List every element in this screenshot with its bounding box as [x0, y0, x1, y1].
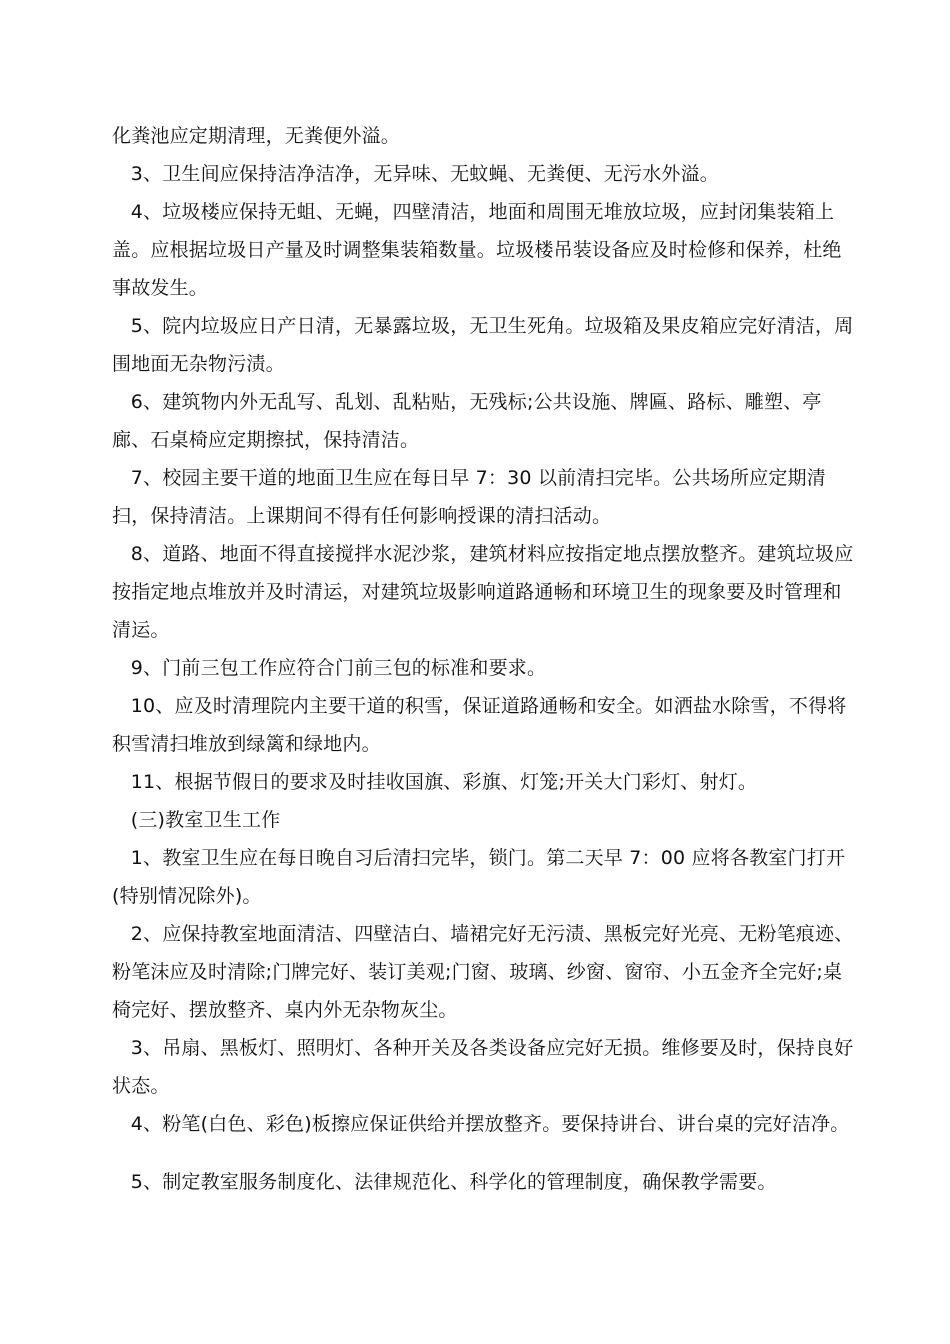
paragraph-item-10-snow: 10、应及时清理院内主要干道的积雪，保证道路通畅和安全。如洒盐水除雪，不得将积雪清扫堆放到绿篱和绿地内。	[112, 695, 847, 755]
paragraph-classroom-item-2: 2、应保持教室地面清洁、四壁洁白、墙裙完好无污渍、黑板完好光亮、无粉笔痕迹、粉笔沫应及时清除;门牌完好、装订美观;门窗、玻璃、纱窗、窗帘、小五金齐全完好;桌椅完好、摆放整齐、桌内外无杂物灰尘。	[112, 923, 854, 1021]
paragraph-item-11-holidays: 11、根据节假日的要求及时挂收国旗、彩旗、灯笼;开关大门彩灯、射灯。	[112, 771, 758, 793]
paragraph-septic-tank: 化粪池应定期清理，无粪便外溢。	[112, 125, 401, 147]
paragraph-item-3-restroom: 3、卫生间应保持洁净洁净，无异味、无蚊蝇、无粪便、无污水外溢。	[112, 163, 720, 185]
document-body	[112, 117, 857, 1201]
section-heading-classroom-hygiene: (三)教室卫生工作	[112, 809, 281, 831]
paragraph-classroom-item-3: 3、吊扇、黑板灯、照明灯、各种开关及各类设备应完好无损。维修要及时，保持良好状态。	[112, 1037, 854, 1097]
paragraph-item-8-construction: 8、道路、地面不得直接搅拌水泥沙浆，建筑材料应按指定地点摆放整齐。建筑垃圾应按指定地点堆放并及时清运，对建筑垃圾影响道路通畅和环境卫生的现象要及时管理和清运。	[112, 543, 854, 641]
paragraph-item-4-garbage-building: 4、垃圾楼应保持无蛆、无蝇，四壁清洁，地面和周围无堆放垃圾，应封闭集装箱上盖。应根据垃圾日产量及时调整集装箱数量。垃圾楼吊装设备应及时检修和保养，杜绝事故发生。	[112, 201, 842, 299]
paragraph-item-5-courtyard-garbage: 5、院内垃圾应日产日清，无暴露垃圾，无卫生死角。垃圾箱及果皮箱应完好清洁，周围地面无杂物污渍。	[112, 315, 854, 375]
paragraph-item-9-three-guarantees: 9、门前三包工作应符合门前三包的标准和要求。	[112, 657, 547, 679]
paragraph-classroom-item-1: 1、教室卫生应在每日晚自习后清扫完毕，锁门。第二天早 7：00 应将各教室门打开(特别情况除外)。	[112, 847, 846, 907]
paragraph-classroom-item-4: 4、粉笔(白色、彩色)板擦应保证供给并摆放整齐。要保持讲台、讲台桌的完好洁净。	[112, 1113, 850, 1135]
paragraph-classroom-item-5: 5、制定教室服务制度化、法律规范化、科学化的管理制度，确保教学需要。	[112, 1171, 777, 1193]
paragraph-item-6-buildings: 6、建筑物内外无乱写、乱划、乱粘贴，无残标;公共设施、牌匾、路标、雕塑、亭廊、石桌椅应定期擦拭，保持清洁。	[112, 391, 822, 451]
paragraph-item-7-main-roads: 7、校园主要干道的地面卫生应在每日早 7：30 以前清扫完毕。公共场所应定期清扫，保持清洁。上课期间不得有任何影响授课的清扫活动。	[112, 467, 826, 527]
